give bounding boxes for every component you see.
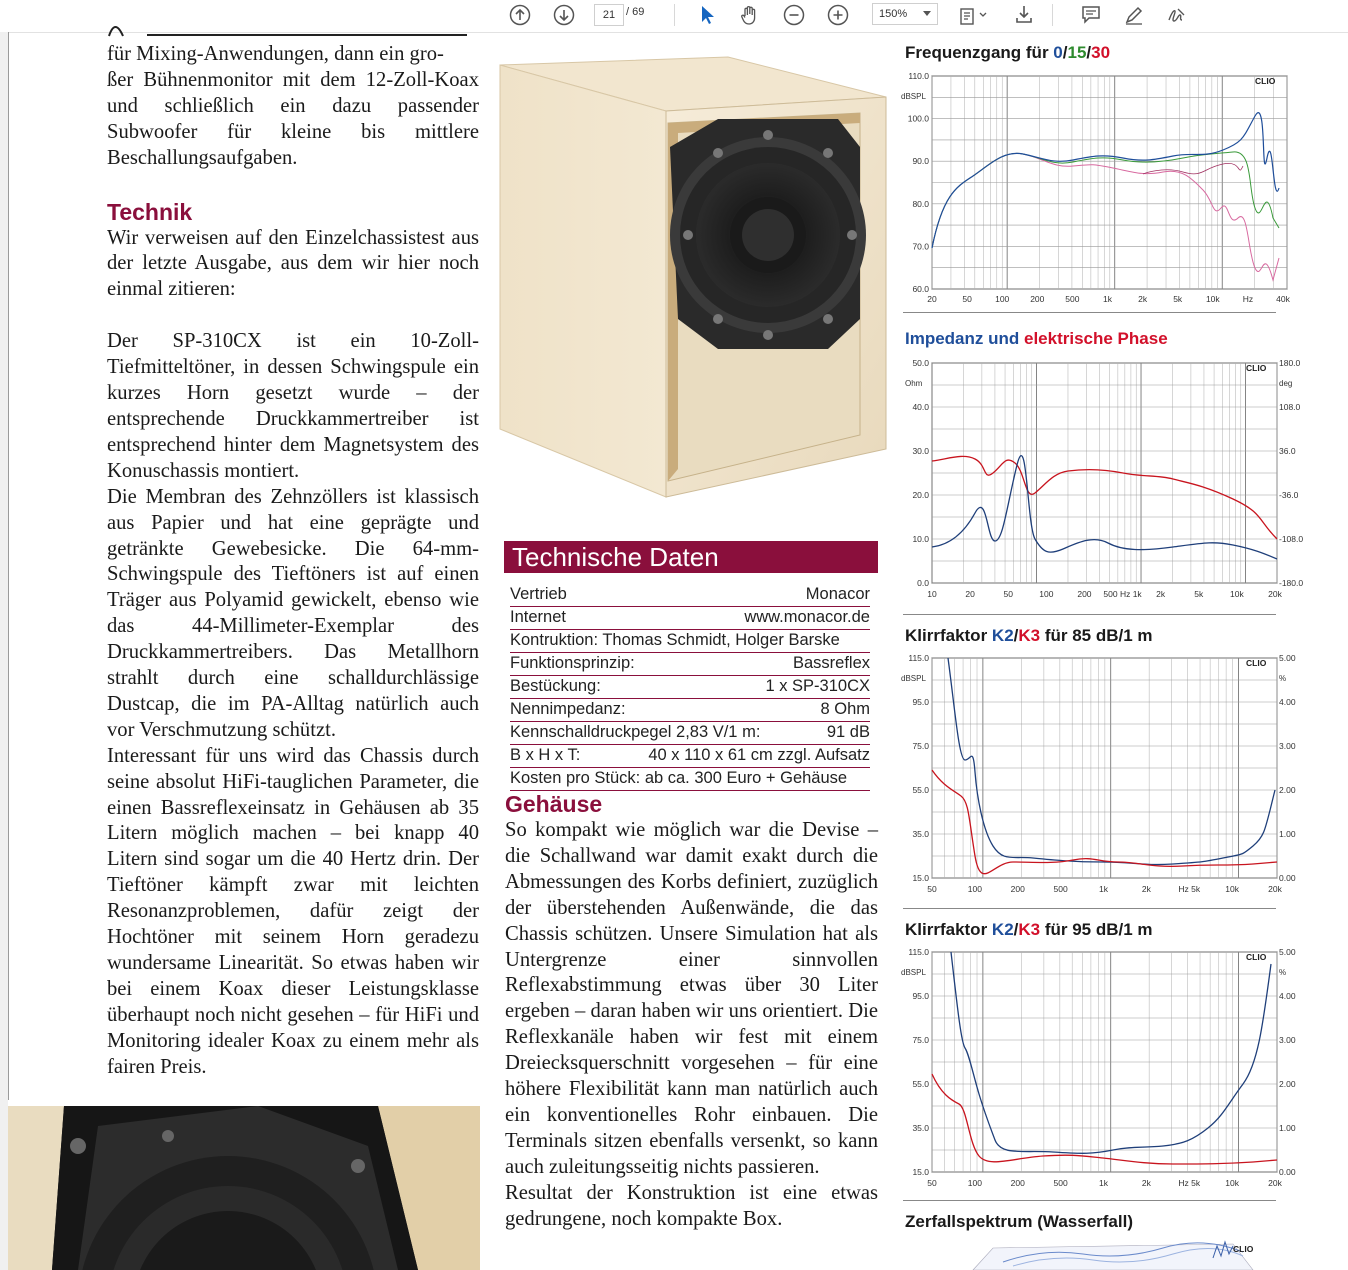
y-tick-label: 108.0: [1279, 402, 1301, 412]
tech-data-table: [510, 584, 870, 791]
x-axis-labels: [927, 589, 1282, 599]
x-tick-label: 10k: [1225, 1178, 1239, 1188]
y-tick-label: 100.0: [907, 113, 929, 124]
waterfall-chart: [903, 1238, 1281, 1270]
page-total: / 69: [626, 6, 645, 18]
table-row: [510, 768, 870, 791]
y-tick-label: 75.0: [912, 1035, 929, 1045]
x-axis-labels: [927, 1178, 1282, 1188]
row-value: 1 x SP-310CX: [765, 677, 870, 695]
y-tick-label: 5.00: [1279, 653, 1296, 663]
freq-response-chart: [901, 68, 1290, 308]
mid-text-column: [505, 790, 878, 1233]
y-tick-label: 95.0: [912, 697, 929, 707]
chart-divider: [903, 1200, 1276, 1201]
gehaeuse-paragraph-2: Resultat der Konstruktion ist eine etwas gedrungene, noch kompakte Box.: [505, 1181, 878, 1230]
y-tick-label: 3.00: [1279, 1035, 1296, 1045]
y-tick-label: 1.00: [1279, 829, 1296, 839]
clio-logo: CLIO: [1233, 1244, 1254, 1254]
y2-unit: %: [1279, 674, 1287, 683]
x-tick-label: Hz: [1242, 294, 1254, 304]
impedance-chart: [903, 355, 1304, 605]
download-button[interactable]: [1011, 2, 1037, 28]
y-tick-label: 115.0: [908, 653, 929, 663]
y-tick-label: -36.0: [1279, 490, 1299, 500]
technik-paragraph-1: Wir verweisen auf den Einzelchassistest aus der letzte Ausgabe, aus dem wir hier noch einmal zitieren:: [107, 226, 479, 301]
waterfall-chart-title: Zerfallspektrum (Wasserfall): [905, 1212, 1133, 1231]
y-axis-labels: [908, 947, 929, 1177]
gehaeuse-paragraph-1: So kompakt wie möglich war die Devise – die Schallwand war damit exakt durch die Abmessungen des Korbs definiert, zuzüglich der überstehenden Außenwände, die das Chassis schützen. Unsere Simulation hat als Untergrenze einer sinnvollen Reflexabstimmung etwas über 30 Liter ergeben – daran haben wir uns orientiert. Die Reflexkanäle haben wir fest mit einem Dreiecksquerschnitt vorgesehen – für eine höhere Flexibilität kann man natürlich auch ein konventionelles Rohr einbauen. Die Terminals sitzen ebenfalls versenkt, so kann auch zuleitungsseitig nichts passieren.: [505, 819, 878, 1178]
x-tick-label: 50: [1003, 589, 1013, 599]
y-unit: Ohm: [905, 379, 923, 388]
x-tick-label: 200: [1077, 589, 1092, 599]
impedance-chart-title: [905, 329, 1168, 349]
x-tick-label: 100: [995, 294, 1010, 304]
clio-logo: CLIO: [1246, 952, 1267, 962]
y-axis-labels: [908, 653, 929, 883]
hand-tool-button[interactable]: [737, 2, 763, 28]
freq-title-slash: /: [1086, 43, 1092, 62]
x-tick-label: 200: [1030, 294, 1045, 304]
technik-paragraph-3: Die Membran des Zehnzöllers ist klassisch aus Papier und hat eine geprägte und getränkte Gewebesicke. Die 64-mm-Schwingspule des Tieftöners ist auf einen Träger aus Polyamid gewickelt, ebenso wie das 44-Millimeter-Exemplar des Druckkammertreibers. Das Metallhorn strahlt durch eine schalldurchlässige Dustcap, die im PA-Alltag natürlich auch vor Verschmutzung schützt.: [107, 485, 479, 741]
cursor-arrow-icon: [698, 4, 716, 26]
previous-page-button[interactable]: [507, 2, 533, 28]
row-value: www.monacor.de: [744, 608, 870, 626]
y-tick-label: 180.0: [1279, 358, 1301, 368]
distortion-85-chart-title: [905, 626, 1153, 646]
minus-circle-icon: [783, 4, 805, 26]
table-row: [510, 676, 870, 699]
table-row: [510, 653, 870, 676]
page-edge: [8, 32, 9, 1100]
y-tick-label: 30.0: [912, 446, 929, 456]
select-tool-button[interactable]: [694, 2, 720, 28]
viewer-margin: [0, 32, 8, 1270]
y-tick-label: -108.0: [1279, 534, 1304, 544]
table-row: [510, 745, 870, 768]
chart-divider: [903, 908, 1276, 909]
x-tick-label: 20k: [1268, 884, 1282, 894]
y-tick-label: 110.0: [908, 71, 929, 81]
pen-icon: [1123, 4, 1145, 26]
y-unit: dBSPL: [901, 968, 926, 977]
y-tick-label: 80.0: [912, 198, 929, 209]
y2-unit: deg: [1279, 379, 1293, 388]
clio-logo: CLIO: [1246, 363, 1267, 373]
x-tick-label: 500: [1053, 1178, 1068, 1188]
x-tick-label: 10k: [1205, 294, 1220, 304]
zoom-level-select[interactable]: [872, 3, 938, 25]
x-tick-label: 500: [1053, 884, 1068, 894]
y-tick-label: 55.0: [912, 785, 929, 795]
k85-title-suffix: für 85 dB/1 m: [1040, 626, 1153, 645]
tech-data-heading: Technische Daten: [504, 541, 878, 573]
k85-title-slash: /: [1013, 626, 1019, 645]
y2-axis-labels: [1279, 653, 1296, 883]
k95-title-k2: K2: [991, 920, 1014, 939]
row-key: Kennschalldruckpegel 2,83 V/1 m:: [510, 723, 761, 741]
x-tick-label: 20k: [1268, 589, 1282, 599]
intro-line-1: für Mixing-Anwendungen, dann ein gro-: [107, 43, 444, 65]
clio-logo: CLIO: [1255, 76, 1276, 86]
y-tick-label: 2.00: [1279, 1079, 1296, 1089]
page-current: 21: [602, 9, 616, 21]
k95-title-suffix: für 95 dB/1 m: [1040, 920, 1153, 939]
x-tick-label: 1k: [1103, 294, 1112, 304]
row-value: 8 Ohm: [820, 700, 870, 718]
comment-icon: [1080, 4, 1102, 26]
y-tick-label: 40.0: [912, 402, 929, 412]
y-unit: dBSPL: [901, 92, 926, 101]
y-tick-label: 3.00: [1279, 741, 1296, 751]
row-key: Internet: [510, 608, 566, 626]
y-tick-label: -180.0: [1279, 578, 1304, 588]
k85-title-k3: K3: [1018, 626, 1041, 645]
table-row: [510, 722, 870, 745]
k85-title-k2: K2: [991, 626, 1014, 645]
left-text-column: [107, 32, 479, 1081]
row-key: Nennimpedanz:: [510, 700, 626, 718]
freq-title-0: 0: [1053, 43, 1063, 62]
x-tick-label: 50: [927, 884, 937, 894]
y-tick-label: 15.0: [912, 873, 929, 883]
x-tick-label: 5k: [1194, 589, 1204, 599]
y-tick-label: 10.0: [912, 534, 929, 544]
chevron-down-icon: [923, 11, 931, 16]
technik-paragraph-2: Der SP-310CX ist ein 10-Zoll-Tiefmitteltöner, in dessen Schwingspule ein kurzes Horn gesetzt wurde – der entsprechende Druckkammertreiber ist entsprechend hinter dem Magnetsystem des Konuschassis montiert.: [107, 330, 479, 482]
distortion-85db-chart: [901, 650, 1296, 900]
x-tick-label: 200: [1010, 1178, 1025, 1188]
x-tick-label: 100: [967, 1178, 982, 1188]
freq-title-30: 30: [1091, 43, 1111, 62]
fit-page-button[interactable]: [956, 2, 990, 28]
heading-technik: Technik: [107, 198, 193, 225]
y-tick-label: 15.0: [912, 1167, 929, 1177]
x-tick-label: 1k: [1099, 1178, 1108, 1188]
technik-paragraph-4: Interessant für uns wird das Chassis durch seine absolut HiFi-tauglichen Parameter, die einen Bassreflexeinsatz in Gehäusen ab 35 Litern möglich machen – bei knapp 40 Litern sind sogar um die 40 Hertz drin. Der Tieftöner kämpft zwar mit leichten Resonanzproblemen, dafür zeigt der Hochtöner mit seinem Horn geradezu wundersame Linearität. So etwas haben wir bei einem Koax dieser Leistungsklasse überhaupt noch nicht gesehen – für HiFi und Monitoring idealer Koax zu einem mehr als fairen Preis.: [107, 744, 479, 1078]
next-page-button[interactable]: [551, 2, 577, 28]
chart-divider: [903, 614, 1276, 615]
y-tick-label: 35.0: [912, 829, 929, 839]
y-tick-label: 20.0: [912, 490, 929, 500]
x-tick-label: 5k: [1173, 294, 1183, 304]
y-axis-labels: [912, 358, 929, 588]
row-value: 40 x 110 x 61 cm zzgl. Aufsatz: [648, 746, 870, 764]
row-value: Monacor: [805, 585, 870, 603]
y-tick-label: 0.0: [917, 578, 929, 588]
distortion-95db-chart: [901, 944, 1296, 1194]
k95-title-prefix: Klirrfaktor: [905, 920, 992, 939]
zoom-value: 150%: [879, 8, 908, 20]
x-tick-label: 10k: [1225, 884, 1239, 894]
x-tick-label: 50: [927, 1178, 937, 1188]
y-unit: dBSPL: [901, 674, 926, 683]
signature-icon: [1166, 4, 1188, 26]
y-tick-label: 90.0: [912, 156, 929, 167]
y-tick-label: 95.0: [912, 991, 929, 1001]
download-icon: [1013, 4, 1035, 26]
x-tick-label: 500: [1065, 294, 1080, 304]
highlight-button[interactable]: [1121, 2, 1147, 28]
x-tick-label: 500 Hz 1k: [1103, 589, 1142, 599]
x-tick-label: 100: [967, 884, 982, 894]
x-tick-label: Hz 5k: [1178, 884, 1201, 894]
freq-title-prefix: Frequenzgang für: [905, 43, 1054, 62]
clio-logo: CLIO: [1246, 658, 1267, 668]
y-tick-label: 35.0: [912, 1123, 929, 1133]
comment-button[interactable]: [1078, 2, 1104, 28]
row-value: Bassreflex: [792, 654, 870, 672]
row-key: Kosten pro Stück: ab ca. 300 Euro + Gehäuse: [510, 769, 848, 787]
x-tick-label: 20: [965, 589, 975, 599]
x-tick-label: 10: [927, 589, 937, 599]
freq-title-slash: /: [1062, 43, 1068, 62]
y-tick-label: 36.0: [1279, 446, 1296, 456]
k85-title-prefix: Klirrfaktor: [905, 626, 992, 645]
y-tick-label: 5.00: [1279, 947, 1296, 957]
table-row: [510, 630, 870, 653]
chart-divider: [903, 312, 1276, 313]
waterfall-frame: [973, 1244, 1253, 1270]
intro-paragraph: ßer Bühnenmonitor mit dem 12-Zoll-Koax und schließlich ein dazu passender Subwoofer für kleine bis mittlere Beschallungsaufgaben.: [107, 68, 479, 169]
y-tick-label: 55.0: [912, 1079, 929, 1089]
y2-axis-labels: [1279, 947, 1296, 1177]
x-tick-label: 10k: [1230, 589, 1244, 599]
y-tick-label: 75.0: [912, 741, 929, 751]
row-key: Kontruktion: Thomas Schmidt, Holger Barske: [510, 631, 840, 649]
plus-circle-icon: [827, 4, 849, 26]
row-key: B x H x T:: [510, 746, 581, 764]
y-tick-label: 1.00: [1279, 1123, 1296, 1133]
x-tick-label: 200: [1010, 884, 1025, 894]
x-tick-label: 1k: [1099, 884, 1108, 894]
x-axis-labels: [927, 884, 1282, 894]
zoom-in-button[interactable]: [825, 2, 851, 28]
imp-title-a: Impedanz und: [905, 329, 1024, 348]
driver-closeup-photo: [8, 1106, 480, 1270]
freq-title-15: 15: [1067, 43, 1087, 62]
x-tick-label: 20: [927, 294, 937, 304]
toolbar-divider: [674, 4, 675, 26]
y-axis-labels: [908, 71, 930, 294]
y-tick-label: 4.00: [1279, 697, 1296, 707]
heading-gehaeuse: Gehäuse: [505, 791, 603, 817]
y2-axis-labels: [1279, 358, 1303, 588]
row-key: Bestückung:: [510, 677, 601, 695]
x-tick-label: 2k: [1156, 589, 1166, 599]
table-row: [510, 584, 870, 607]
y-tick-label: 4.00: [1279, 991, 1296, 1001]
page-number-input[interactable]: [594, 4, 624, 26]
distortion-95-chart-title: [905, 920, 1153, 940]
row-value: 91 dB: [826, 723, 870, 741]
x-tick-label: 20k: [1268, 1178, 1282, 1188]
k95-title-slash: /: [1013, 920, 1019, 939]
y-tick-label: 70.0: [912, 241, 929, 252]
x-tick-label: 2k: [1138, 294, 1148, 304]
zoom-out-button[interactable]: [781, 2, 807, 28]
arrow-down-circle-icon: [553, 4, 575, 26]
x-axis-labels: [927, 294, 1290, 304]
x-tick-label: 2k: [1141, 884, 1151, 894]
imp-title-b: elektrische Phase: [1024, 329, 1168, 348]
clipped-top-line: [107, 30, 479, 42]
y-tick-label: 60.0: [912, 284, 929, 294]
x-tick-label: 100: [1039, 589, 1054, 599]
x-tick-label: 2k: [1141, 1178, 1151, 1188]
y-tick-label: 2.00: [1279, 785, 1296, 795]
speaker-cabinet-photo: [498, 57, 886, 497]
toolbar-divider: [1052, 4, 1053, 26]
x-tick-label: 40k: [1276, 294, 1290, 304]
y-tick-label: 0.00: [1279, 873, 1296, 883]
freq-chart-title: [905, 43, 1110, 63]
clipped-text-fragment: [107, 16, 479, 42]
x-tick-label: Hz 5k: [1178, 1178, 1201, 1188]
table-row: [510, 607, 870, 630]
row-key: Funktionsprinzip:: [510, 654, 635, 672]
y-tick-label: 0.00: [1279, 1167, 1296, 1177]
k95-title-k3: K3: [1018, 920, 1041, 939]
y-tick-label: 115.0: [908, 947, 929, 957]
x-tick-label: 50: [962, 294, 972, 304]
hand-icon: [739, 4, 761, 26]
sign-button[interactable]: [1164, 2, 1190, 28]
y2-unit: %: [1279, 968, 1287, 977]
table-row: [510, 699, 870, 722]
row-key: Vertrieb: [510, 585, 567, 603]
y-tick-label: 50.0: [912, 358, 929, 368]
fit-page-icon: [958, 4, 988, 26]
arrow-up-circle-icon: [509, 4, 531, 26]
